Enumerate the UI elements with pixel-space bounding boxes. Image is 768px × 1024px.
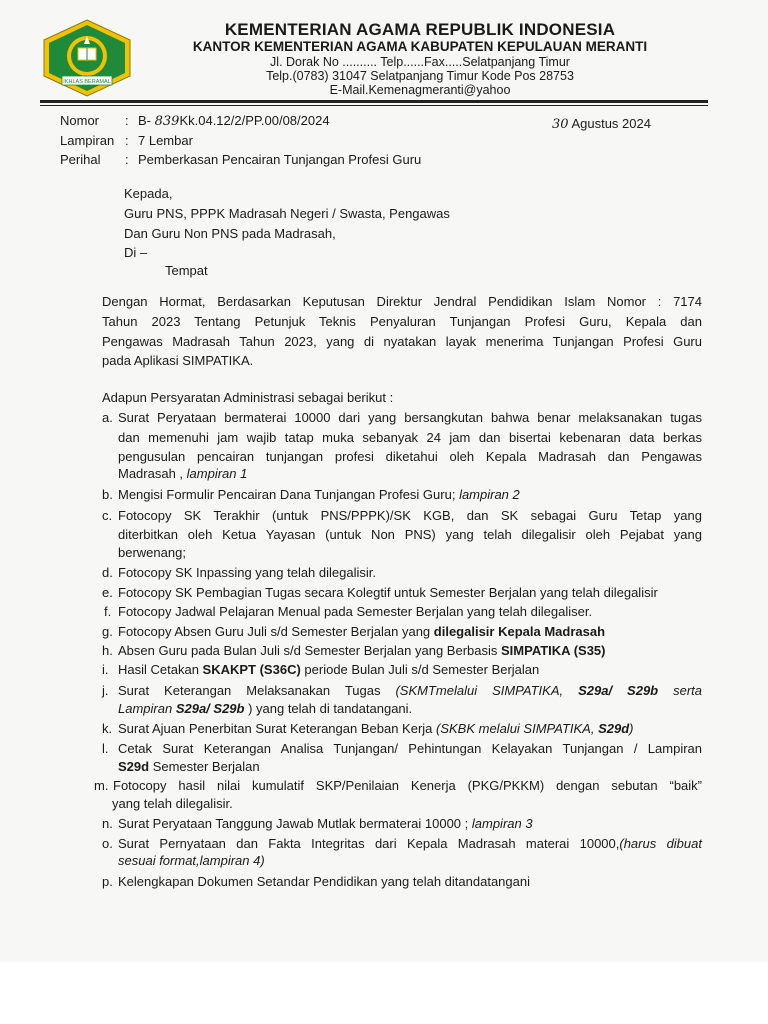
item-d-marker: d. xyxy=(102,565,113,580)
office-name: KANTOR KEMENTERIAN AGAMA KABUPATEN KEPULAUAN MERANTI xyxy=(192,39,648,54)
addressee-tempat: Tempat xyxy=(165,263,208,278)
item-c-marker: c. xyxy=(102,508,113,523)
item-g-marker: g. xyxy=(102,624,113,639)
item-a-line-1: Surat Peryataan bermaterai 10000 dari yang bersangkutan bahwa benar melaksanakan tugas xyxy=(118,410,702,425)
item-i-text: Hasil Cetakan SKAKPT (S36C) periode Bulan Juli s/d Semester Berjalan xyxy=(118,662,540,677)
item-c-line-1: Fotocopy SK Terakhir (untuk PNS/PPPK)/SK KGB, dan SK sebagai Guru Tetap yang xyxy=(118,508,702,523)
lampiran-label: Lampiran xyxy=(60,133,115,148)
item-c-line-3: berwenang; xyxy=(118,545,186,560)
ministry-logo xyxy=(40,18,134,98)
nomor-label: Nomor xyxy=(60,113,100,128)
page-bottom-margin xyxy=(0,962,768,1024)
item-a-marker: a. xyxy=(102,410,113,425)
logo-motto: IKHLAS BERAMAL xyxy=(63,79,111,85)
item-j-line-2: Lampiran S29a/ S29b ) yang telah di tandatangani. xyxy=(118,701,413,716)
item-n-text: Surat Peryataan Tanggung Jawab Mutlak bermaterai 10000 ; lampiran 3 xyxy=(118,816,533,831)
item-l-line-2: S29d Semester Berjalan xyxy=(118,759,260,774)
opening-line-4: pada Aplikasi SIMPATIKA. xyxy=(102,353,254,368)
requirements-intro: Adapun Persyaratan Administrasi sebagai berikut : xyxy=(102,390,394,405)
addressee-line1: Guru PNS, PPPK Madrasah Negeri / Swasta, Pengawas xyxy=(124,206,450,221)
item-i-marker: i. xyxy=(102,662,109,677)
lampiran-value: 7 Lembar xyxy=(138,133,193,148)
opening-line-2: Tahun 2023 Tentang Petunjuk Teknis Penyaluran Tunjangan Profesi Guru, Kepala dan xyxy=(102,314,702,329)
item-a-line-4: Madrasah , lampiran 1 xyxy=(118,466,248,481)
item-l-line-1: Cetak Surat Keterangan Analisa Tunjangan/ Pehintungan Kelayakan Tunjangan / Lampiran xyxy=(118,741,702,756)
office-phone: Telp.(0783) 31047 Selatpanjang Timur Kode Pos 28753 xyxy=(266,69,574,83)
item-n-marker: n. xyxy=(102,816,113,831)
item-j-line-1: Surat Keterangan Melaksanakan Tugas (SKMTmelalui SIMPATIKA, S29a/ S29b serta xyxy=(118,683,703,698)
item-d-text: Fotocopy SK Inpassing yang telah dilegalisir. xyxy=(118,565,376,580)
perihal-label: Perihal xyxy=(60,152,101,167)
ministry-name: KEMENTERIAN AGAMA REPUBLIK INDONESIA xyxy=(224,20,616,39)
item-f-marker: f. xyxy=(104,604,112,619)
item-e-text: Fotocopy SK Pembagian Tugas secara Kolegtif untuk Semester Berjalan yang telah dilegalisir xyxy=(118,585,658,600)
item-b-marker: b. xyxy=(102,487,113,502)
item-m-marker: m. xyxy=(94,778,109,793)
opening-line-1: Dengan Hormat, Berdasarkan Keputusan Direktur Jendral Pendidikan Islam Nomor : 7174 xyxy=(102,294,702,309)
lampiran-colon: : xyxy=(125,133,129,148)
item-p-text: Kelengkapan Dokumen Setandar Pendidikan yang telah ditandatangani xyxy=(118,874,530,889)
item-m-line-1: Fotocopy hasil nilai kumulatif SKP/Penilaian Kenerja (PKG/PKKM) dengan sebutan “baik” xyxy=(113,778,702,793)
letterhead-rule-thin xyxy=(40,105,708,106)
item-j-marker: j. xyxy=(102,683,109,698)
nomor-handwritten: 839 xyxy=(154,114,180,129)
office-address: Jl. Dorak No .......... Telp......Fax.....Selatpanjang Timur xyxy=(270,55,570,69)
letterhead-rule-thick xyxy=(40,100,708,103)
item-k-marker: k. xyxy=(102,721,113,736)
item-l-marker: l. xyxy=(102,741,109,756)
addressee-kepada: Kepada, xyxy=(124,186,173,201)
item-g-text: Fotocopy Absen Guru Juli s/d Semester Berjalan yang dilegalisir Kepala Madrasah xyxy=(118,624,606,639)
item-c-line-2: diterbitkan oleh Ketua Yayasan (untuk Non PNS) yang telah dilegalisir oleh Pejabat yang xyxy=(118,527,702,542)
item-p-marker: p. xyxy=(102,874,113,889)
item-f-text: Fotocopy Jadwal Pelajaran Menual pada Semester Berjalan yang telah dilegaliser. xyxy=(118,604,593,619)
item-a-line-3: pengusulan pencairan tunjangan profesi diketahui oleh Kepala Madrasah dan Pengawas xyxy=(118,449,702,464)
item-o-line-2: sesuai format,lampiran 4) xyxy=(118,853,265,868)
addressee-line2: Dan Guru Non PNS pada Madrasah, xyxy=(124,226,336,241)
item-h-marker: h. xyxy=(102,643,113,658)
addressee-di: Di – xyxy=(124,245,148,260)
office-email: E-Mail.Kemenagmeranti@yahoo xyxy=(329,83,511,97)
perihal-colon: : xyxy=(125,152,129,167)
nomor-colon: : xyxy=(125,113,129,128)
item-o-line-1: Surat Pernyataan dan Fakta Integritas dari Kepala Madrasah materai 10000,(harus dibuat xyxy=(118,836,702,851)
item-m-line-2: yang telah dilegalisir. xyxy=(112,796,233,811)
item-b-text: Mengisi Formulir Pencairan Dana Tunjangan Profesi Guru; lampiran 2 xyxy=(118,487,520,502)
item-h-text: Absen Guru pada Bulan Juli s/d Semester Berjalan yang Berbasis SIMPATIKA (S35) xyxy=(118,643,606,658)
item-k-text: Surat Ajuan Penerbitan Surat Keterangan Beban Kerja (SKBK melalui SIMPATIKA, S29d) xyxy=(118,721,634,736)
item-a-line-2: dan memenuhi jam wajib tatap muka sebanyak 24 jam dan bisertai kebenaran data berkas xyxy=(118,430,702,445)
item-e-marker: e. xyxy=(102,585,113,600)
item-o-marker: o. xyxy=(102,836,113,851)
letter-date: 30 Agustus 2024 xyxy=(552,116,651,132)
opening-line-3: Pengawas Madrasah Tahun 2023, yang di nyatakan layak menerima Tunjangan Profesi Guru xyxy=(102,334,702,349)
perihal-value: Pemberkasan Pencairan Tunjangan Profesi Guru xyxy=(138,152,422,167)
nomor-value: B- 839Kk.04.12/2/PP.00/08/2024 xyxy=(138,113,330,129)
